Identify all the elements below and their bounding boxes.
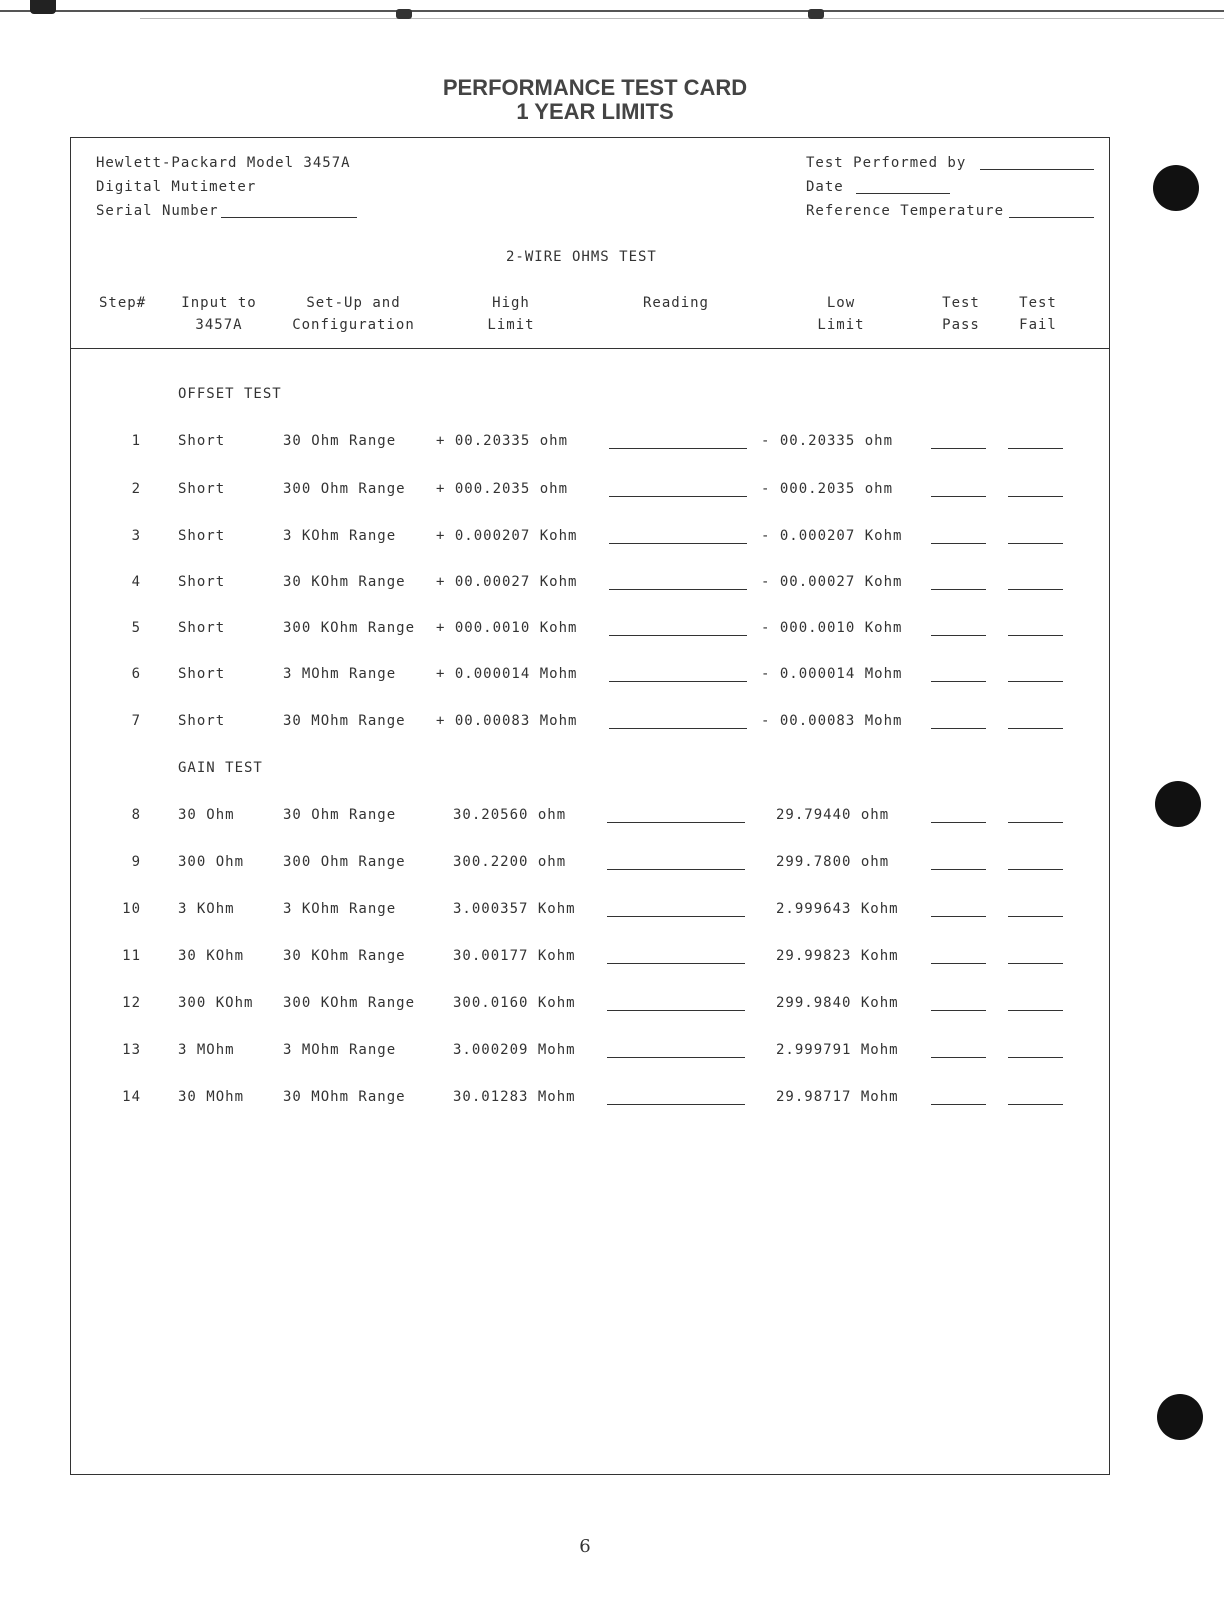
row-step: 13 [122,1042,141,1058]
serial-number-label: Serial Number [96,203,219,219]
row-input: 300 Ohm [178,854,245,870]
reading-field[interactable] [609,448,747,449]
fail-field[interactable] [1008,635,1063,636]
row-input: Short [178,433,226,449]
row-low-limit: - 00.00027 Kohm [761,574,903,590]
row-low-limit: 29.79440 ohm [776,807,890,823]
row-step: 11 [122,948,141,964]
row-setup: 3 KOhm Range [283,901,397,917]
test-card [70,137,1110,1475]
row-setup: 30 Ohm Range [283,433,397,449]
row-step: 3 [131,528,141,544]
row-step: 7 [131,713,141,729]
row-setup: 30 MOhm Range [283,1089,406,1105]
row-input: Short [178,620,226,636]
row-low-limit: - 000.0010 Kohm [761,620,903,636]
row-high-limit: 30.01283 Mohm [453,1089,576,1105]
row-input: Short [178,481,226,497]
row-low-limit: - 000.2035 ohm [761,481,894,497]
row-low-limit: 2.999643 Kohm [776,901,899,917]
reading-field[interactable] [609,681,747,682]
device-label: Digital Mutimeter [96,179,257,195]
fail-field[interactable] [1008,869,1063,870]
punch-hole [1157,1394,1203,1440]
date-field[interactable] [856,193,950,194]
col-pass-header-2: Pass [942,317,980,333]
performed-by-field[interactable] [980,169,1094,170]
reading-field[interactable] [607,1104,745,1105]
reading-field[interactable] [609,589,747,590]
row-step: 10 [122,901,141,917]
col-setup-header-1: Set-Up and [306,295,401,311]
row-input: 300 KOhm [178,995,254,1011]
pass-field[interactable] [931,1057,986,1058]
pass-field[interactable] [931,1104,986,1105]
reading-field[interactable] [607,963,745,964]
row-high-limit: + 00.00027 Kohm [436,574,578,590]
row-input: Short [178,713,226,729]
row-input: Short [178,666,226,682]
pass-field[interactable] [931,869,986,870]
row-step: 1 [131,433,141,449]
reading-field[interactable] [607,869,745,870]
row-step: 8 [131,807,141,823]
col-input-header-1: Input to [181,295,257,311]
reference-temperature-field[interactable] [1009,217,1094,218]
test-name: 2-WIRE OHMS TEST [506,249,657,265]
staple-mark [396,9,412,19]
section-title-offset: OFFSET TEST [178,386,282,402]
row-high-limit: + 00.20335 ohm [436,433,569,449]
fail-field[interactable] [1008,496,1063,497]
row-low-limit: 2.999791 Mohm [776,1042,899,1058]
card-title [0,76,1190,124]
fail-field[interactable] [1008,1057,1063,1058]
section-title-gain: GAIN TEST [178,760,263,776]
row-step: 5 [131,620,141,636]
row-high-limit: 3.000209 Mohm [453,1042,576,1058]
col-fail-header-1: Test [1019,295,1057,311]
row-low-limit: 299.9840 Kohm [776,995,899,1011]
row-input: 3 MOhm [178,1042,235,1058]
reading-field[interactable] [607,1010,745,1011]
col-input-header-2: 3457A [195,317,243,333]
row-step: 9 [131,854,141,870]
col-high-header-1: High [492,295,530,311]
row-setup: 30 Ohm Range [283,807,397,823]
row-setup: 300 KOhm Range [283,995,416,1011]
row-high-limit: 3.000357 Kohm [453,901,576,917]
pass-field[interactable] [931,543,986,544]
row-setup: 300 KOhm Range [283,620,416,636]
binder-tab-mark [30,0,56,14]
fail-field[interactable] [1008,916,1063,917]
date-label: Date [806,179,844,195]
page-number: 6 [579,1536,591,1557]
row-input: 30 MOhm [178,1089,245,1105]
row-low-limit: - 0.000014 Mohm [761,666,903,682]
reference-temperature-label: Reference Temperature [806,203,1005,219]
page-top-edge [0,10,1224,12]
reading-field[interactable] [609,496,747,497]
col-step-header: Step# [99,295,147,311]
row-input: Short [178,528,226,544]
row-step: 2 [131,481,141,497]
punch-hole [1155,781,1201,827]
staple-mark [808,9,824,19]
serial-number-field[interactable] [221,217,357,218]
fail-field[interactable] [1008,448,1063,449]
pass-field[interactable] [931,635,986,636]
title-line-2: 1 YEAR LIMITS [516,99,674,124]
pass-field[interactable] [931,822,986,823]
fail-field[interactable] [1008,1010,1063,1011]
row-low-limit: - 00.20335 ohm [761,433,894,449]
pass-field[interactable] [931,1010,986,1011]
fail-field[interactable] [1008,963,1063,964]
col-low-header-1: Low [826,295,856,311]
row-step: 12 [122,995,141,1011]
row-low-limit: - 00.00083 Mohm [761,713,903,729]
reading-field[interactable] [607,1057,745,1058]
col-fail-header-2: Fail [1019,317,1057,333]
pass-field[interactable] [931,589,986,590]
row-low-limit: 29.99823 Kohm [776,948,899,964]
row-low-limit: 29.98717 Mohm [776,1089,899,1105]
col-reading-header: Reading [642,295,709,311]
model-label: Hewlett-Packard Model 3457A [96,155,351,171]
row-setup: 3 MOhm Range [283,1042,397,1058]
row-step: 14 [122,1089,141,1105]
row-setup: 300 Ohm Range [283,854,406,870]
punch-hole [1153,165,1199,211]
row-step: 6 [131,666,141,682]
row-input: 30 Ohm [178,807,235,823]
pass-field[interactable] [931,963,986,964]
row-low-limit: - 0.000207 Kohm [761,528,903,544]
row-setup: 300 Ohm Range [283,481,406,497]
row-input: 30 KOhm [178,948,245,964]
col-low-header-2: Limit [817,317,865,333]
header-divider [71,348,1109,349]
row-setup: 3 KOhm Range [283,528,397,544]
row-setup: 3 MOhm Range [283,666,397,682]
pass-field[interactable] [931,681,986,682]
row-high-limit: + 000.0010 Kohm [436,620,578,636]
fail-field[interactable] [1008,1104,1063,1105]
row-high-limit: + 00.00083 Mohm [436,713,578,729]
fail-field[interactable] [1008,822,1063,823]
row-high-limit: 300.2200 ohm [453,854,567,870]
pass-field[interactable] [931,916,986,917]
row-high-limit: 300.0160 Kohm [453,995,576,1011]
reading-field[interactable] [607,916,745,917]
col-setup-header-2: Configuration [292,317,415,333]
row-high-limit: 30.20560 ohm [453,807,567,823]
row-input: 3 KOhm [178,901,235,917]
row-setup: 30 MOhm Range [283,713,406,729]
col-pass-header-1: Test [942,295,980,311]
title-line-1: PERFORMANCE TEST CARD [442,75,748,100]
row-high-limit: 30.00177 Kohm [453,948,576,964]
col-high-header-2: Limit [487,317,535,333]
pass-field[interactable] [931,728,986,729]
row-input: Short [178,574,226,590]
pass-field[interactable] [931,496,986,497]
reading-field[interactable] [607,822,745,823]
row-step: 4 [131,574,141,590]
fail-field[interactable] [1008,728,1063,729]
performed-by-label: Test Performed by [806,155,967,171]
reading-field[interactable] [609,543,747,544]
fail-field[interactable] [1008,589,1063,590]
row-low-limit: 299.7800 ohm [776,854,890,870]
row-high-limit: + 000.2035 ohm [436,481,569,497]
row-setup: 30 KOhm Range [283,948,406,964]
row-setup: 30 KOhm Range [283,574,406,590]
reading-field[interactable] [609,635,747,636]
page-top-edge-line [140,18,1224,19]
fail-field[interactable] [1008,681,1063,682]
pass-field[interactable] [931,448,986,449]
reading-field[interactable] [609,728,747,729]
row-high-limit: + 0.000207 Kohm [436,528,578,544]
fail-field[interactable] [1008,543,1063,544]
row-high-limit: + 0.000014 Mohm [436,666,578,682]
